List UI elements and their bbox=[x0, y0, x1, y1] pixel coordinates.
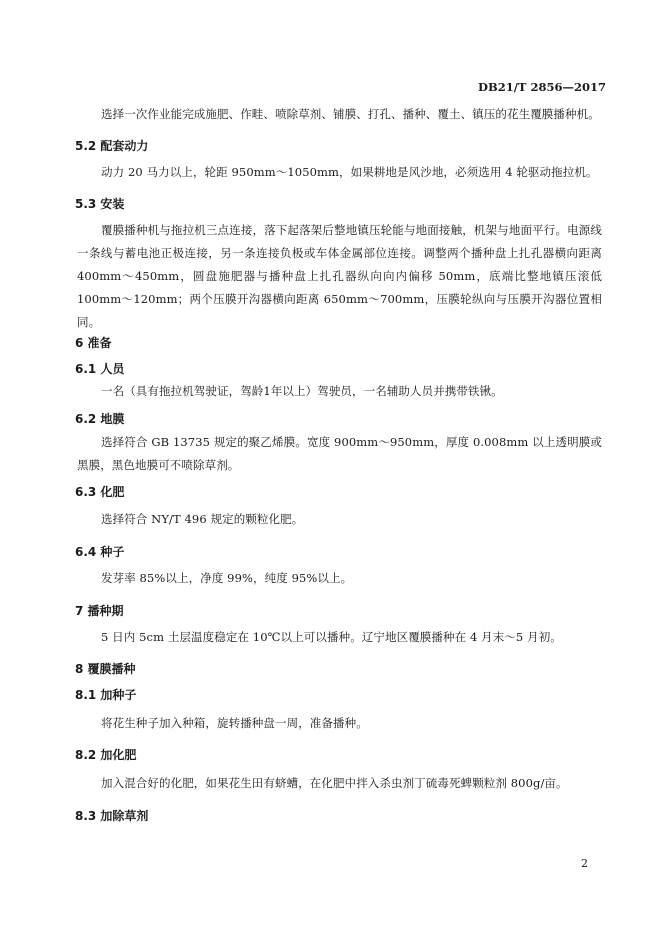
paragraph-6-3-body: 选择符合 NY/T 496 规定的颗粒化肥。 bbox=[101, 512, 304, 526]
section-heading-5-2: 5.2 配套动力 bbox=[75, 139, 149, 153]
paragraph-6-4-body: 发芽率 85%以上，净度 99%，纯度 95%以上。 bbox=[101, 571, 353, 585]
page-number: 2 bbox=[581, 857, 588, 870]
section-heading-8-3: 8.3 加除草剂 bbox=[75, 809, 149, 823]
section-heading-6: 6 准备 bbox=[75, 336, 112, 350]
section-heading-7: 7 播种期 bbox=[75, 604, 124, 618]
paragraph-5-3-body: 覆膜播种机与拖拉机三点连接，落下起落架后整地镇压轮能与地面接触，机架与地面平行。电源线一条线与蓄电池正极连接，另一条连接负极或车体金属部位连接。调整两个播种盘上扎孔器横向距离 400mm～450mm，圆盘施肥器与播种盘上扎孔器纵向向内偏移 50mm，底端比整地镇压滚低 100mm～120mm；两个压膜开沟器横向距离 650mm～700mm，压膜轮纵向与压膜开沟器位置相同。 bbox=[77, 223, 602, 329]
section-heading-5-3: 5.3 安装 bbox=[75, 197, 125, 211]
paragraph-5-1-body: 选择一次作业能完成施肥、作畦、喷除草剂、铺膜、打孔、播种、覆土、镇压的花生覆膜播种机。 bbox=[101, 107, 600, 121]
paragraph-8-1-body: 将花生种子加入种箱，旋转播种盘一周，准备播种。 bbox=[101, 716, 368, 730]
section-heading-6-2: 6.2 地膜 bbox=[75, 412, 125, 426]
paragraph-6-2-body: 选择符合 GB 13735 规定的聚乙烯膜。宽度 900mm～950mm，厚度 0.008mm 以上透明膜或黑膜，黑色地膜可不喷除草剂。 bbox=[77, 435, 602, 472]
section-heading-8-1: 8.1 加种子 bbox=[75, 688, 137, 702]
paragraph-8-2-body: 加入混合好的化肥，如果花生田有蛴螬，在化肥中拌入杀虫剂丁硫毒死蜱颗粒剂 800g/亩。 bbox=[101, 776, 568, 790]
paragraph-7-body: 5 日内 5cm 土层温度稳定在 10℃以上可以播种。辽宁地区覆膜播种在 4 月末～5 月初。 bbox=[101, 630, 562, 644]
section-heading-8: 8 覆膜播种 bbox=[75, 662, 136, 676]
paragraph-5-2-body: 动力 20 马力以上，轮距 950mm～1050mm，如果耕地是风沙地，必须选用 4 轮驱动拖拉机。 bbox=[101, 165, 598, 179]
section-heading-6-4: 6.4 种子 bbox=[75, 545, 125, 559]
document-code: DB21/T 2856—2017 bbox=[478, 80, 606, 94]
section-heading-6-1: 6.1 人员 bbox=[75, 362, 125, 376]
paragraph-6-1-body: 一名（具有拖拉机驾驶证，驾龄1年以上）驾驶员，一名辅助人员并携带铁锹。 bbox=[101, 384, 503, 398]
section-heading-6-3: 6.3 化肥 bbox=[75, 485, 125, 499]
section-heading-8-2: 8.2 加化肥 bbox=[75, 748, 137, 762]
